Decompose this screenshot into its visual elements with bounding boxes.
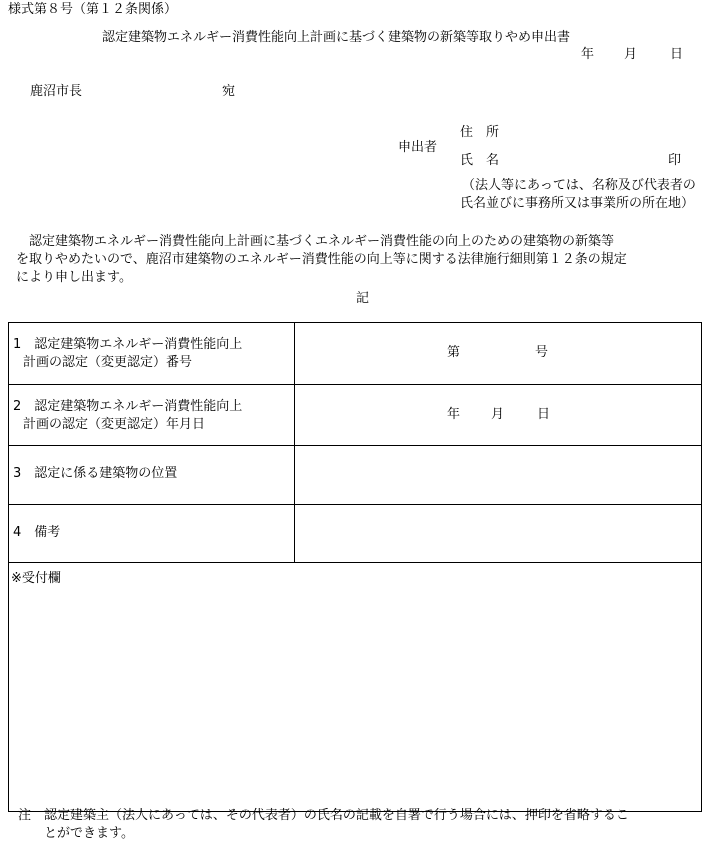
applicant-note-line1: （法人等にあっては、名称及び代表者の — [462, 178, 696, 193]
certification-date-field[interactable] — [295, 385, 701, 445]
table-row-remarks — [9, 505, 701, 563]
row1-label-line2: 計画の認定（変更認定）番号 — [23, 355, 193, 370]
table-row-building-location — [9, 446, 701, 505]
table-row-certification-number — [9, 323, 701, 385]
remarks-field[interactable] — [295, 505, 701, 562]
body-line-1: 認定建築物エネルギー消費性能向上計画に基づくエネルギー消費性能の向上のための建築物の新築等 — [16, 234, 615, 249]
footnote-line1: 注 認定建築主（法人にあっては、その代表者）の氏名の記載を自署で行う場合には、押印を省略するこ — [18, 808, 629, 823]
addressee-suffix: 宛 — [222, 84, 236, 99]
certification-number-field[interactable] — [295, 323, 701, 384]
row1-label-line1: 1 認定建築物エネルギー消費性能向上 — [13, 337, 243, 352]
footnote-line2: とができます。 — [44, 826, 134, 841]
row1-value-left: 第 — [447, 345, 461, 360]
applicant-note-line2: 氏名並びに事務所又は事業所の所在地） — [460, 196, 695, 211]
date-year: 年 — [581, 47, 595, 62]
building-location-field[interactable] — [295, 446, 701, 504]
form-number: 様式第８号（第１２条関係） — [8, 2, 178, 17]
body-line-3: により申し出ます。 — [16, 270, 132, 285]
row2-year: 年 — [447, 407, 461, 422]
date-month: 月 — [624, 47, 638, 62]
addressee-name: 鹿沼市長 — [30, 84, 83, 99]
applicant-label: 申出者 — [398, 140, 438, 155]
body-line-2: を取りやめたいので、鹿沼市建築物のエネルギー消費性能の向上等に関する法律施行細則第１２条の規定 — [16, 252, 627, 267]
applicant-seal: 印 — [668, 153, 682, 168]
reception-area — [9, 563, 701, 811]
applicant-name-label: 氏 名 — [460, 153, 500, 168]
reception-label: ※受付欄 — [11, 571, 61, 586]
row3-label: 3 認定に係る建築物の位置 — [13, 466, 178, 481]
details-table — [8, 322, 702, 812]
row2-day: 日 — [537, 407, 551, 422]
applicant-address-label: 住 所 — [460, 125, 500, 140]
date-day: 日 — [670, 47, 684, 62]
ki-label: 記 — [356, 291, 370, 306]
row2-label-line1: 2 認定建築物エネルギー消費性能向上 — [13, 399, 243, 414]
row4-label: 4 備考 — [13, 525, 61, 540]
table-row-certification-date — [9, 385, 701, 446]
page-title: 認定建築物エネルギー消費性能向上計画に基づく建築物の新築等取りやめ申出書 — [102, 30, 571, 45]
row2-month: 月 — [491, 407, 505, 422]
row1-value-right: 号 — [535, 345, 549, 360]
row2-label-line2: 計画の認定（変更認定）年月日 — [23, 417, 206, 432]
